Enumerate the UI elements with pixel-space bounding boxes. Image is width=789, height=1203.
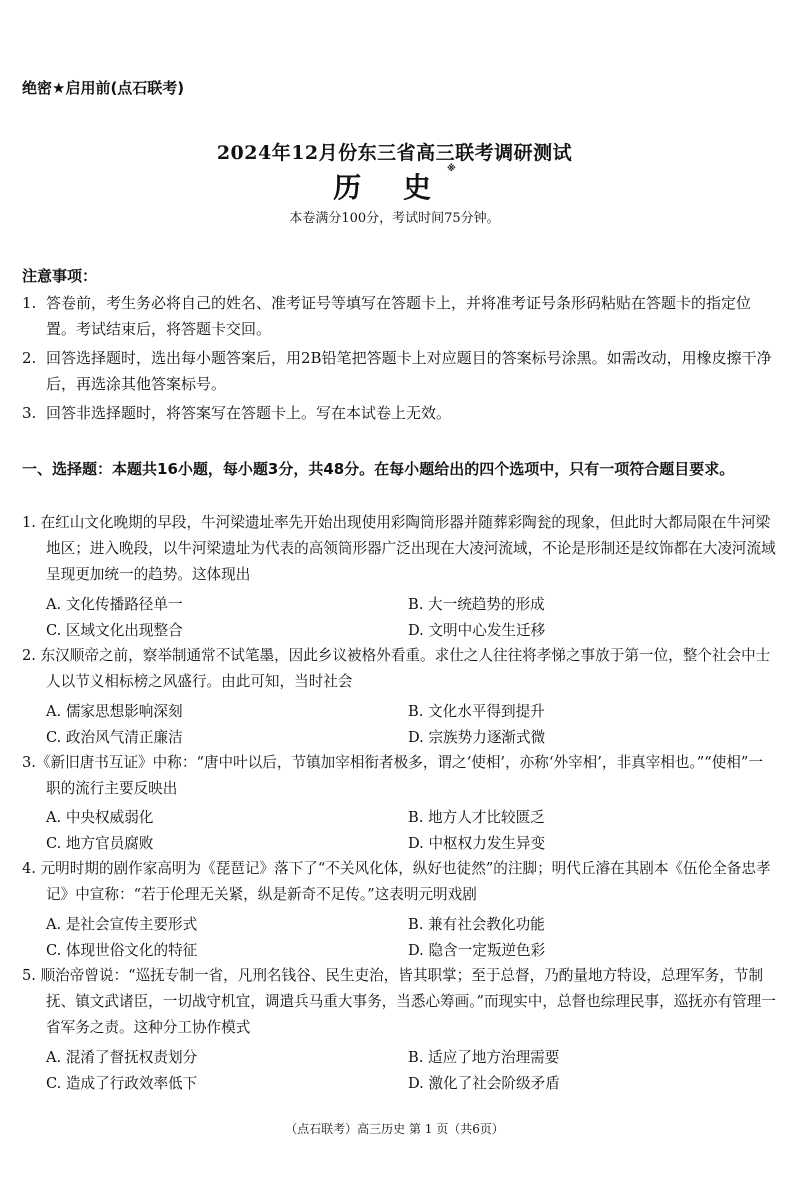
question-stem: 5. 顺治帝曾说：“巡抚专制一省，凡刑名钱谷、民生吏治，皆其职掌；至于总督，乃酌量地方特设，总理军务，节制抚、镇文武诸臣，一切战守机宜，调遣兵马重大事务，当悉心筹画。”而现实中，总督也综理民事，巡抚亦有管理一省军务之责。这种分工协作模式 [22, 967, 776, 1036]
question-stem: 2. 东汉顺帝之前，察举制通常不试笔墨，因此乡议被格外看重。求仕之人往往将孝悌之事放于第一位，整个社会中士人以节义相标榜之风盛行。由此可知，当时社会 [22, 647, 771, 690]
option-c: C. 造成了行政效率低下 [46, 1075, 198, 1092]
score-note: 本卷满分100分，考试时间75分钟。 [289, 211, 500, 226]
question-1 [22, 510, 777, 588]
option-a: A. 文化传播路径单一 [46, 596, 183, 613]
question-stem: 4. 元明时期的剧作家高明为《琵琶记》落下了“不关风化体，纵好也徒然”的注脚；明代丘濬在其剧本《伍伦全备忠孝记》中宣称：“若于伦理无关紧，纵是新奇不足传。”这表明元明戏剧 [22, 860, 771, 903]
option-b: B. 文化水平得到提升 [408, 703, 545, 720]
note-number: 2. [22, 349, 37, 367]
option-b: B. 兼有社会教化功能 [408, 916, 545, 933]
option-d: D. 激化了社会阶级矛盾 [408, 1075, 560, 1092]
option-a: A. 混淆了督抚权责划分 [46, 1049, 198, 1066]
option-c: C. 政治风气清正廉洁 [46, 729, 183, 746]
option-b: B. 适应了地方治理需要 [408, 1049, 560, 1066]
note-number: 1. [22, 294, 37, 312]
section-text: 一、选择题：本题共16小题，每小题3分，共48分。在每小题给出的四个选项中，只有一项符合题目要求。 [22, 460, 735, 478]
question-3 [22, 750, 777, 802]
subject-title [0, 166, 789, 206]
subject-name: 历 史 [333, 171, 447, 204]
option-a: A. 是社会宣传主要形式 [46, 916, 198, 933]
note-item [22, 290, 772, 342]
option-a: A. 儒家思想影响深刻 [46, 703, 183, 720]
option-c: C. 区域文化出现整合 [46, 622, 183, 639]
question-stem: 1. 在红山文化晚期的早段，牛河梁遗址率先开始出现使用彩陶筒形器并随葬彩陶瓮的现象，但此时大都局限在牛河梁地区；进入晚段，以牛河梁遗址为代表的高领筒形器广泛出现在大凌河流域，不论是形制还是纹饰都在大凌河流域呈现更加统一的趋势。这体现出 [22, 514, 776, 583]
option-c: C. 体现世俗文化的特征 [46, 942, 198, 959]
subject-mark: ※ [447, 164, 456, 174]
option-d: D. 宗族势力逐渐式微 [408, 729, 546, 746]
option-d: D. 隐含一定叛逆色彩 [408, 942, 546, 959]
question-5 [22, 963, 777, 1041]
option-d: D. 中枢权力发生异变 [408, 835, 546, 852]
question-stem: 3.《新旧唐书互证》中称：“唐中叶以后，节镇加宰相衔者极多，谓之‘使相’，亦称‘外宰相’，非真宰相也。”“使相”一职的流行主要反映出 [22, 754, 763, 797]
option-c: C. 地方官员腐败 [46, 835, 154, 852]
option-d: D. 文明中心发生迁移 [408, 622, 546, 639]
option-b: B. 地方人才比较匮乏 [408, 809, 545, 826]
option-a: A. 中央权威弱化 [46, 809, 154, 826]
note-text: 答卷前，考生务必将自己的姓名、准考证号等填写在答题卡上，并将准考证号条形码粘贴在答题卡的指定位置。考试结束后，将答题卡交回。 [46, 294, 752, 338]
section-heading [22, 456, 777, 483]
option-b: B. 大一统趋势的形成 [408, 596, 545, 613]
note-number: 3. [22, 404, 37, 422]
question-4 [22, 856, 777, 908]
notes-title: 注意事项： [22, 267, 98, 285]
question-2 [22, 643, 777, 695]
confidential-label: 绝密★启用前(点石联考) [22, 79, 185, 97]
note-text: 回答非选择题时，将答案写在答题卡上。写在本试卷上无效。 [46, 404, 452, 422]
exam-title: 2024年12月份东三省高三联考调研测试 [216, 142, 573, 164]
note-text: 回答选择题时，选出每小题答案后，用2B铅笔把答题卡上对应题目的答案标号涂黑。如需改动，用橡皮擦干净后，再选涂其他答案标号。 [46, 349, 772, 393]
page-footer: （点石联考）高三历史 第 1 页（共6页） [285, 1122, 504, 1136]
note-item [22, 345, 772, 397]
note-item [22, 400, 772, 426]
